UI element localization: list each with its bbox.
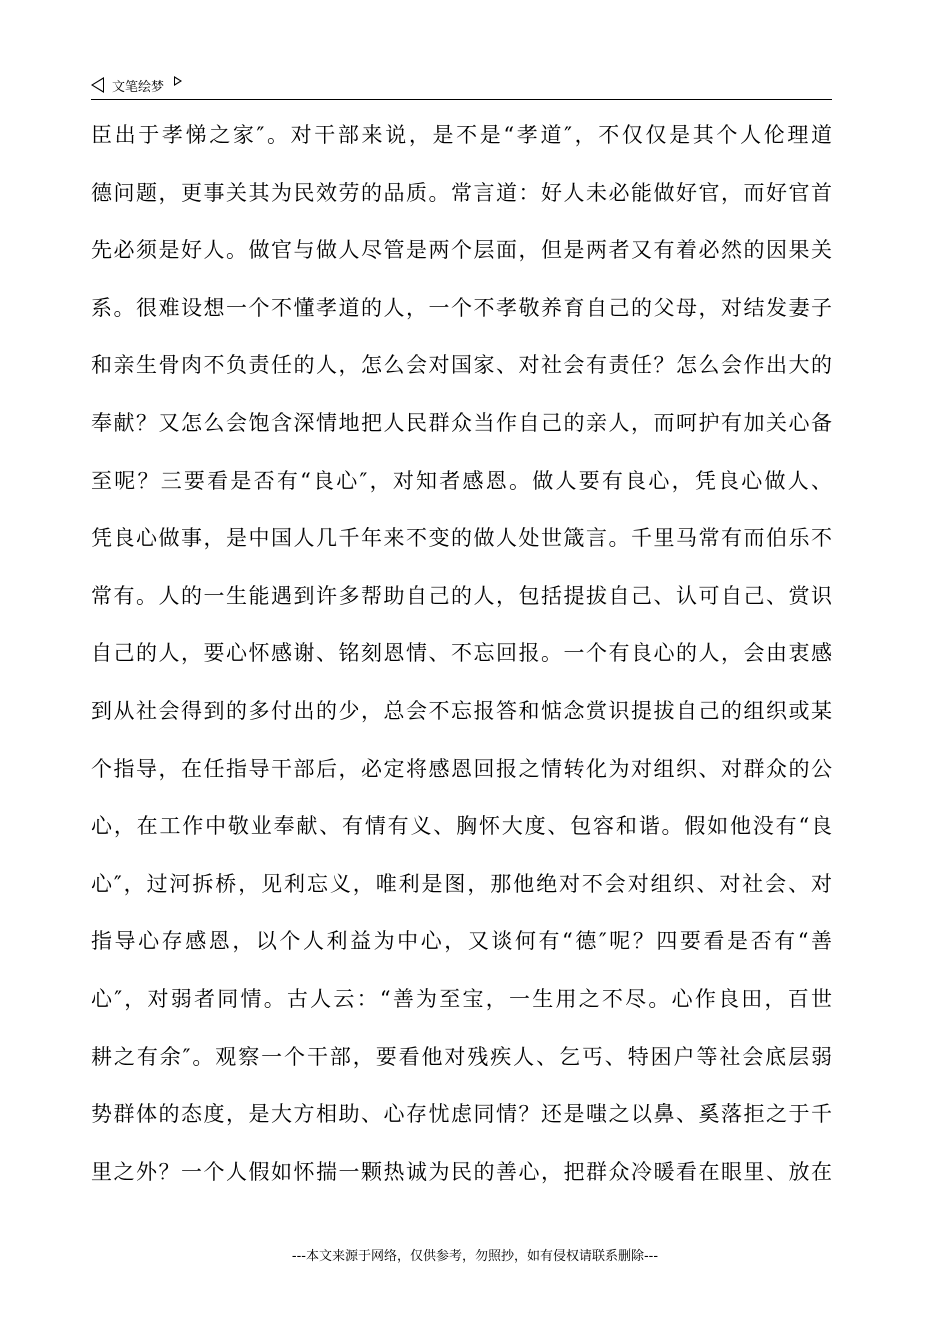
body-line: 到从社会得到的多付出的少，总会不忘报答和惦念赏识提拔自己的组织或某 <box>91 698 832 723</box>
body-line: 心″，对弱者同情。古人云：“善为至宝，一生用之不尽。心作良田，百世 <box>91 986 832 1011</box>
body-line: 奉献？又怎么会饱含深情地把人民群众当作自己的亲人，而呵护有加关心备 <box>91 410 832 435</box>
body-line: 心″，过河拆桥，见利忘义，唯利是图，那他绝对不会对组织、对社会、对 <box>91 871 832 896</box>
body-line: 心，在工作中敬业奉献、有情有义、胸怀大度、包容和谐。假如他没有“良 <box>91 814 832 839</box>
body-line: 常有。人的一生能遇到许多帮助自己的人，包括提拔自己、认可自己、赏识 <box>91 583 832 608</box>
triangle-left-icon <box>91 77 104 93</box>
page-header <box>91 74 182 96</box>
body-line: 势群体的态度，是大方相助、心存忧虑同情？还是嗤之以鼻、奚落拒之于千 <box>91 1102 832 1127</box>
body-line: 系。很难设想一个不懂孝道的人，一个不孝敬养育自己的父母，对结发妻子 <box>91 295 832 320</box>
body-line: 里之外？一个人假如怀揣一颗热诚为民的善心，把群众冷暖看在眼里、放在 <box>91 1159 832 1184</box>
document-body <box>91 107 832 1201</box>
triangle-right-icon <box>174 76 182 86</box>
body-line: 耕之有余″。观察一个干部，要看他对残疾人、乞丐、特困户等社会底层弱 <box>91 1044 832 1069</box>
header-title: 文笔绘梦 <box>112 79 165 95</box>
body-line: 自己的人，要心怀感谢、铭刻恩情、不忘回报。一个有良心的人，会由衷感 <box>91 641 832 666</box>
header-divider <box>91 99 832 100</box>
body-line: 和亲生骨肉不负责任的人，怎么会对国家、对社会有责任？怎么会作出大的 <box>91 353 832 378</box>
body-line: 臣出于孝悌之家″。对干部来说，是不是“孝道″，不仅仅是其个人伦理道 <box>91 123 832 147</box>
footer-notice: ---本文来源于网络，仅供参考，勿照抄，如有侵权请联系删除--- <box>291 1249 659 1264</box>
body-line: 凭良心做事，是中国人几千年来不变的做人处世箴言。千里马常有而伯乐不 <box>91 526 832 551</box>
body-line: 指导心存感恩，以个人利益为中心，又谈何有“德″呢？四要看是否有“善 <box>91 929 832 954</box>
body-line: 至呢？三要看是否有“良心″，对知者感恩。做人要有良心，凭良心做人、 <box>91 468 832 493</box>
body-line: 德问题，更事关其为民效劳的品质。常言道：好人未必能做好官，而好官首 <box>91 180 832 205</box>
body-line: 个指导，在任指导干部后，必定将感恩回报之情转化为对组织、对群众的公 <box>91 756 832 781</box>
body-line: 先必须是好人。做官与做人尽管是两个层面，但是两者又有着必然的因果关 <box>91 238 832 263</box>
